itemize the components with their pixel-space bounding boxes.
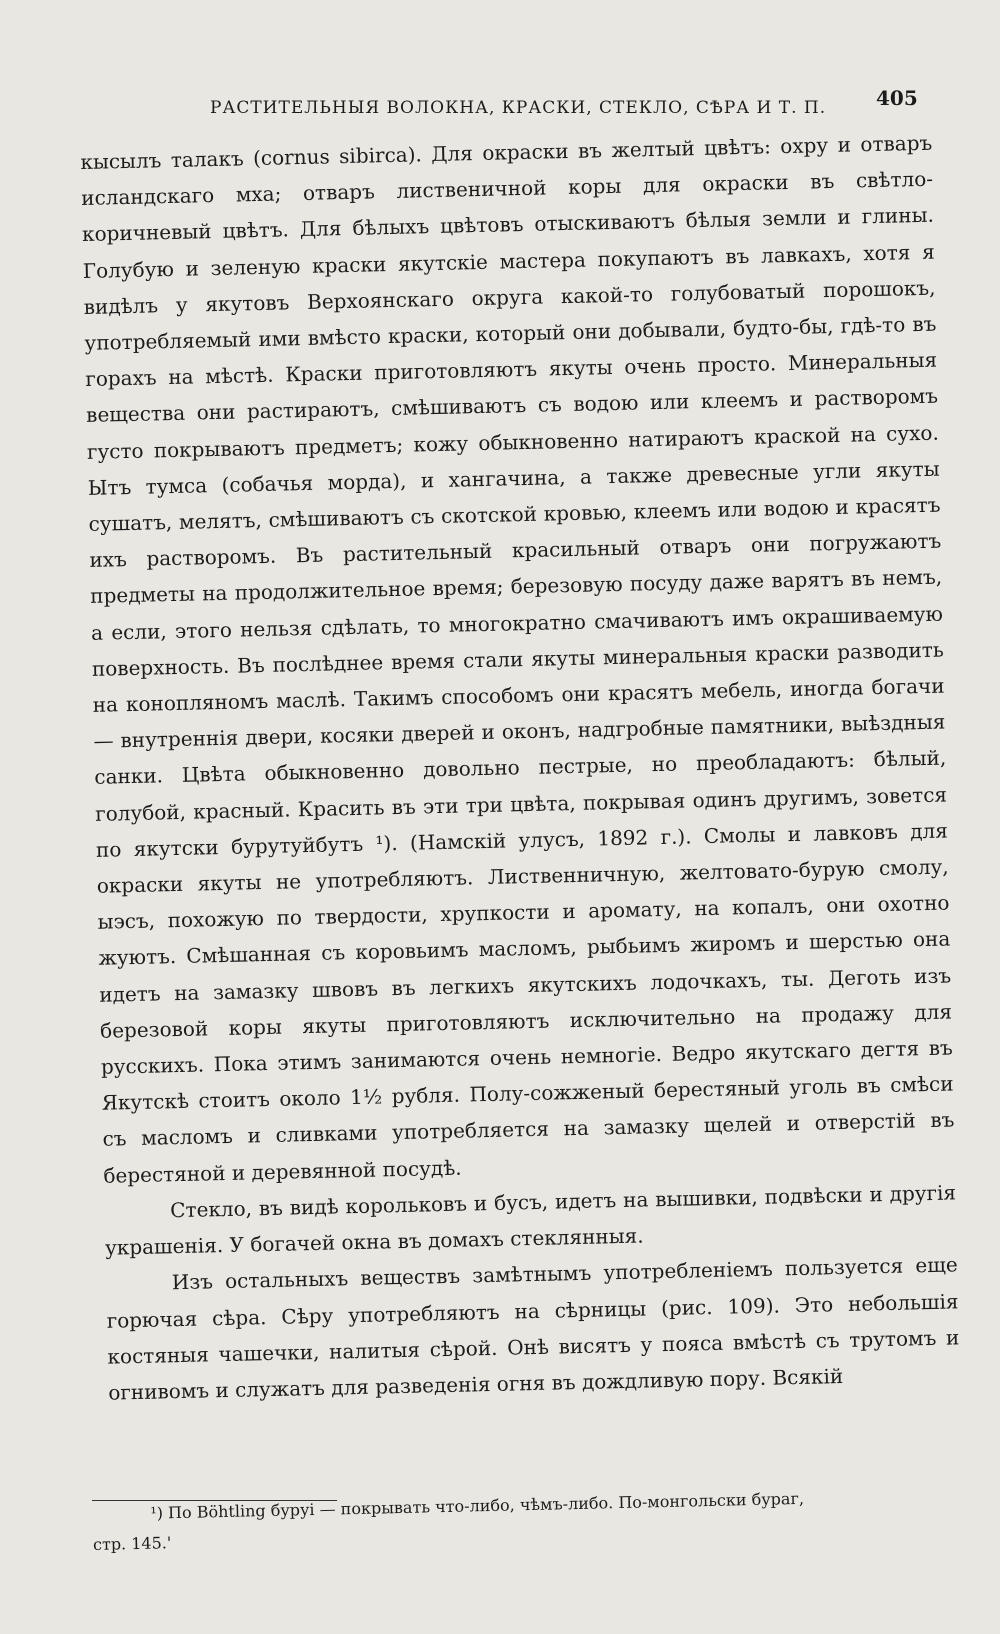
paragraph-3: Изъ остальныхъ веществъ замѣтнымъ употребленіемъ пользуется еще горючая сѣра. Сѣру употребляютъ на сѣрницы (рис. 109). Это небольшія костяныя чашечки, налитыя сѣрой. Онѣ висятъ у пояса вмѣстѣ съ трутомъ и огнивомъ и служатъ для разведенія огня въ дождливую пору. Всякій [106, 1252, 960, 1405]
footnote-line-1: ¹) По Böhtling буруі — покрывать что-либо, чѣмъ-либо. По-монгольски бураг, [150, 1488, 805, 1523]
footnote [92, 1481, 933, 1560]
paragraph-1: кысылъ талакъ (cornus sibirca). Для окраски въ желтый цвѣтъ: охру и отваръ исландскаго мха; отваръ лиственичной коры для окраски въ свѣтло-коричневый цвѣтъ. Для бѣлыхъ цвѣтовъ отыскиваютъ бѣлыя земли и глины. Голубую и зеленую краски якутскіе мастера покупаютъ въ лавкахъ, хотя я видѣлъ у якутовъ Верхоянскаго округа какой-то голубоватый порошокъ, употребляемый ими вмѣсто краски, который они добывали, будто-бы, гдѣ-то въ горахъ на мѣстѣ. Краски приготовляютъ якуты очень просто. Минеральныя вещества они растираютъ, смѣшиваютъ съ водою или клеемъ и растворомъ густо покрываютъ предметъ; кожу обыкновенно натираютъ краской на сухо. Ытъ тумса (собачья морда), и хангачина, а также древесные угли якуты сушатъ, мелятъ, смѣшиваютъ съ скотской кровью, клеемъ или водою и красятъ ихъ растворомъ. Въ растительный красильный отваръ они погружаютъ предметы на продолжительное время; березовую посуду даже варятъ въ немъ, а если, этого нельзя сдѣлать, то многократно смачиваютъ имъ окрашиваемую поверхность. Въ послѣднее время стали якуты минеральныя краски разводить на конопляномъ маслѣ. Такимъ способомъ они красятъ мебель, иногда богачи — внутреннія двери, косяки дверей и оконъ, надгробные памятники, выѣздныя санки. Цвѣта обыкновенно довольно пестрые, но преобладаютъ: бѣлый, голубой, красный. Красить въ эти три цвѣта, покрывая одинъ другимъ, зовется по якутски бурутуйбутъ ¹). (Намскій улусъ, 1892 г.). Смолы и лавковъ для окраски якуты не употребляютъ. Лиственничную, желтовато-бурую смолу, ыэсъ, похожую по твердости, хрупкости и аромату, на копалъ, они охотно жуютъ. Смѣшанная съ коровьимъ масломъ, рыбьимъ жиромъ и шерстью она идетъ на замазку швовъ въ легкихъ якутскихъ лодочкахъ, ты. Деготь изъ березовой коры якуты приготовляютъ исключительно на продажу для русскихъ. Пока этимъ занимаются очень немногіе. Ведро якутскаго дегтя въ Якутскѣ стоитъ около 1½ рубля. Полу-сожженый берестяный уголь въ смѣси съ масломъ и сливками употребляется на замазку щелей и отверстій въ берестяной и деревянной посудѣ. [80, 130, 955, 1188]
running-title: РАСТИТЕЛЬНЫЯ ВОЛОКНА, КРАСКИ, СТЕКЛО, СѢРА И Т. П. [210, 98, 827, 118]
main-text [80, 125, 961, 1411]
paragraph-2: Стекло, въ видѣ корольковъ и бусъ, идетъ на вышивки, подвѣски и другія украшенія. У богачей окна въ домахъ стеклянныя. [104, 1180, 957, 1260]
page-number: 405 [876, 86, 918, 110]
footnote-line-2: стр. 145.' [92, 1533, 172, 1554]
